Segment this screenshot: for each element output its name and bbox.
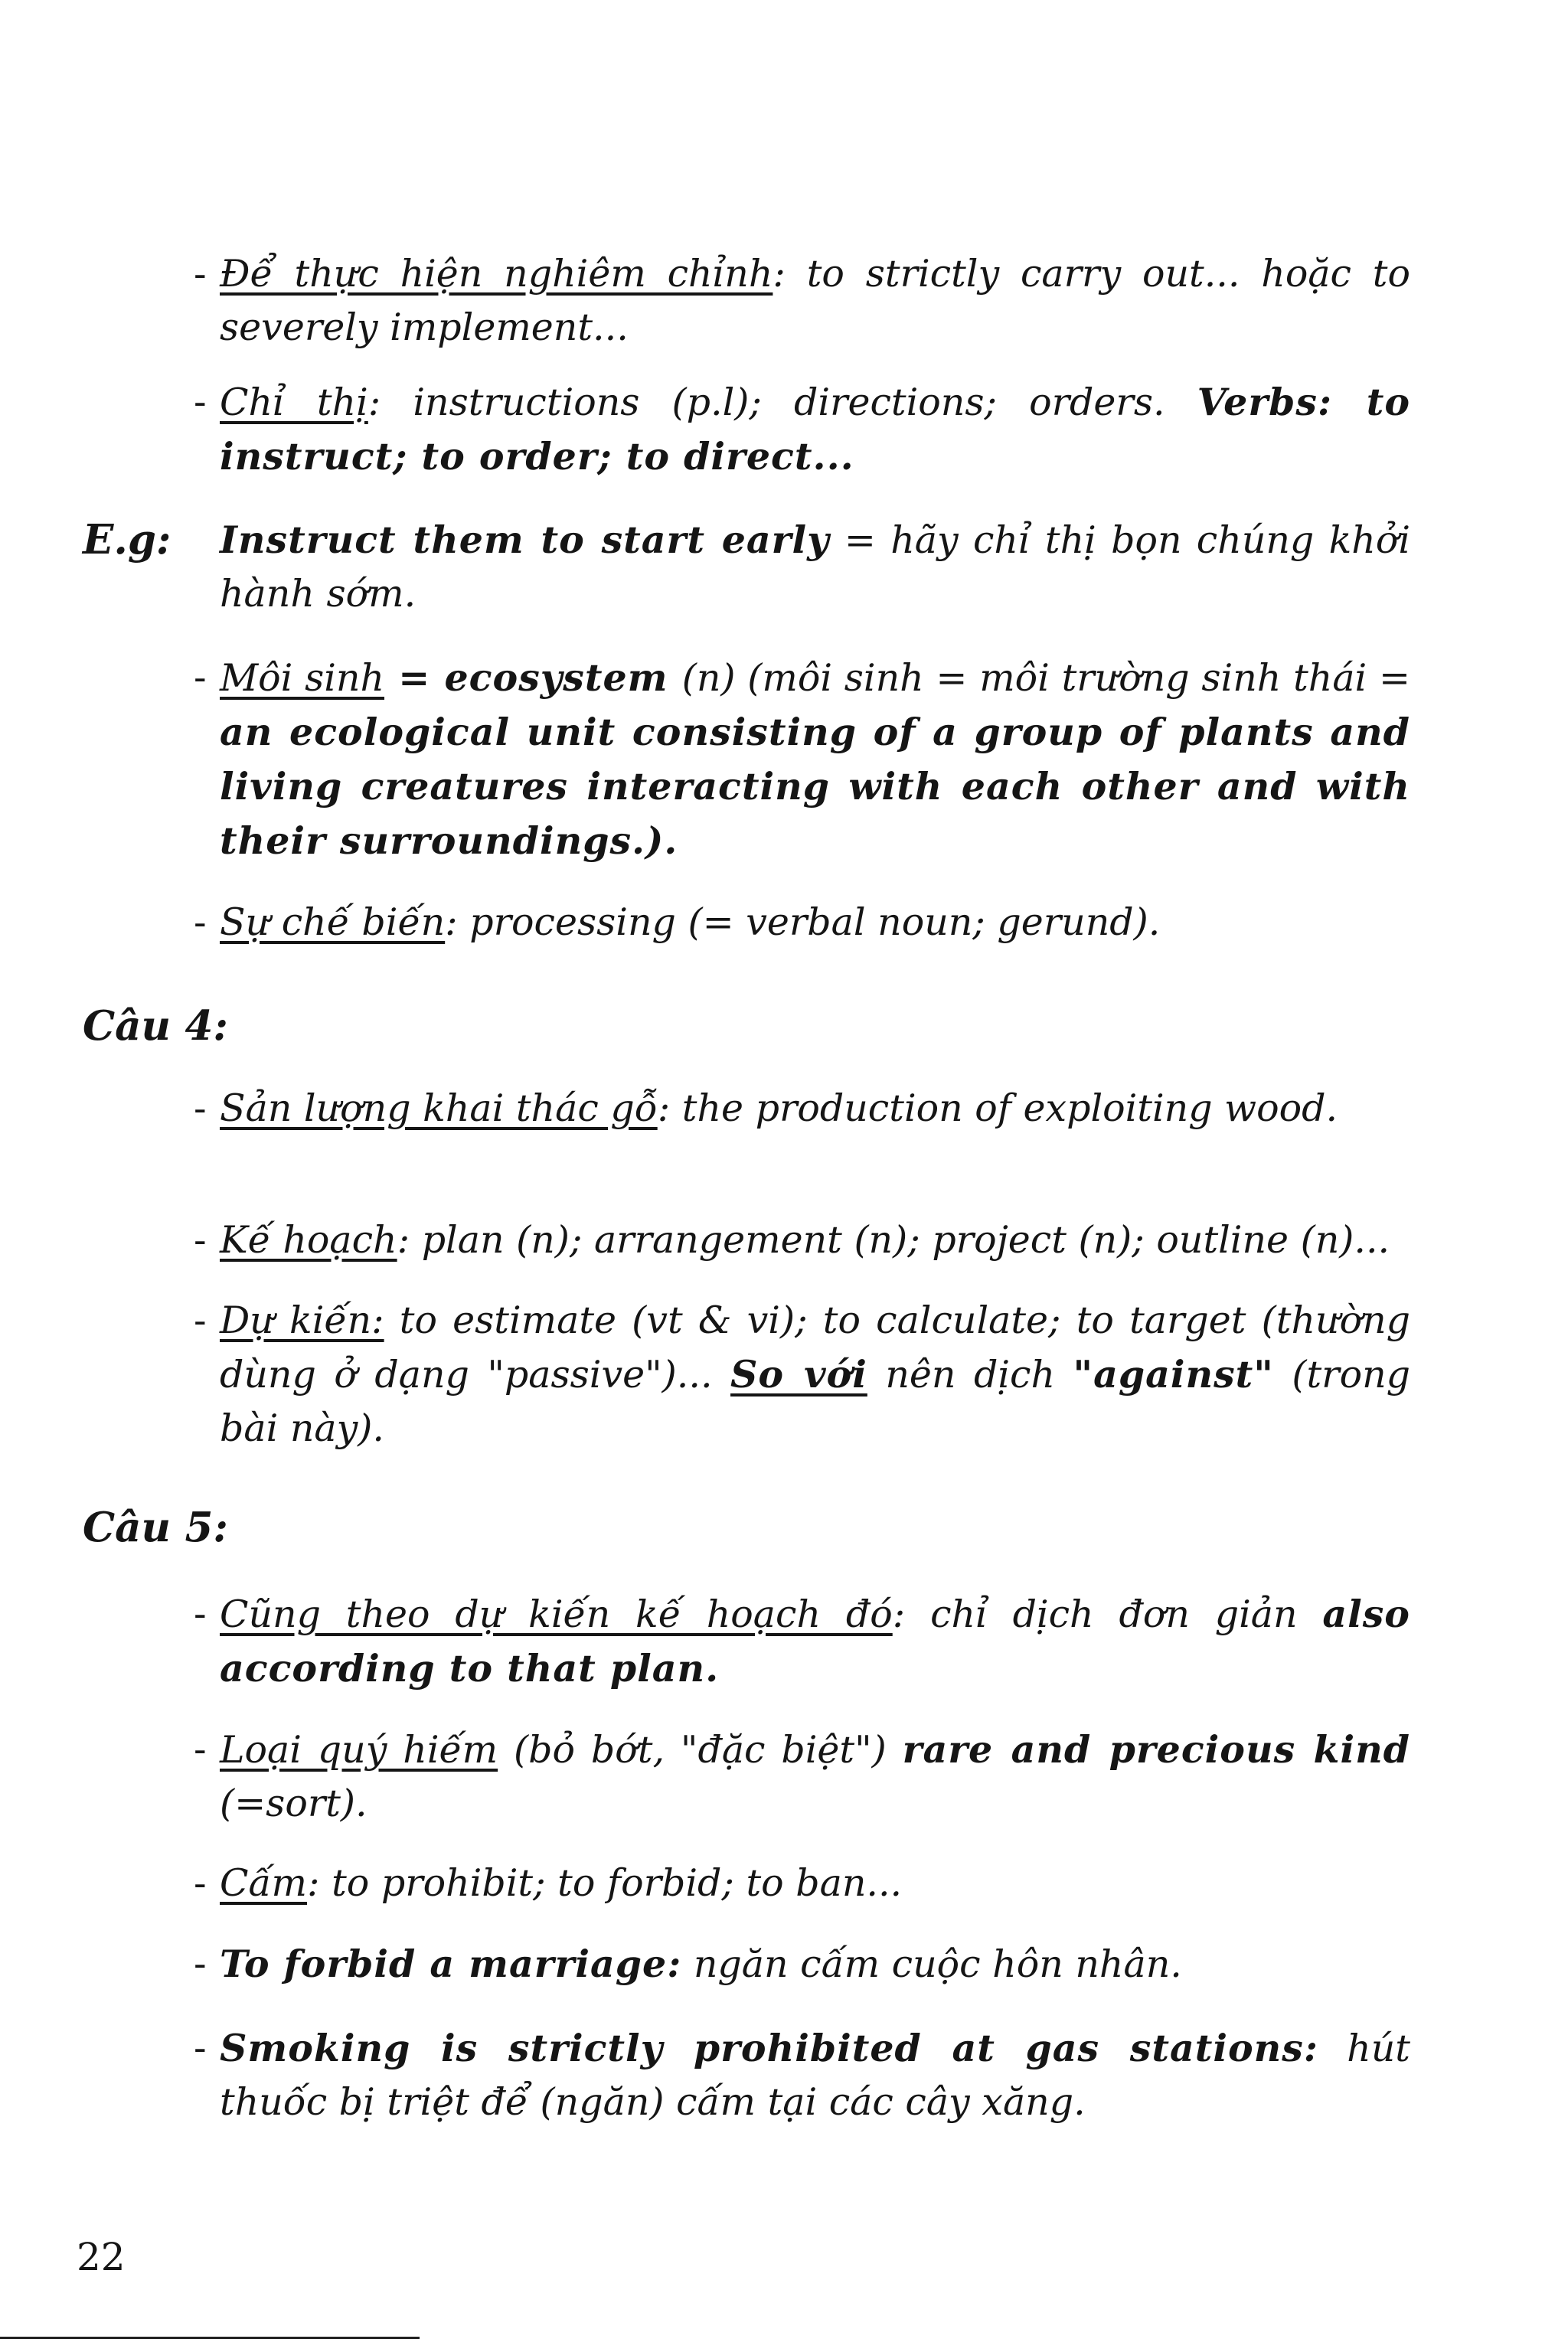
- definition: : to strictly carry out... hoặc to severely implement...: [220, 252, 1410, 349]
- definition-2: nên dịch: [867, 1353, 1073, 1396]
- section-heading-cau-5: Câu 5:: [83, 1504, 228, 1551]
- entry-cung-theo: [194, 1587, 1410, 1696]
- term: Loại quý hiếm: [220, 1728, 498, 1772]
- eg-label: E.g:: [83, 516, 172, 564]
- definition-3: (trong bài này).: [220, 1353, 1410, 1450]
- page-number: 22: [77, 2235, 126, 2279]
- definition: (bỏ bớt, "đặc biệt"): [498, 1728, 903, 1772]
- bullet-dash: -: [194, 1942, 207, 1985]
- definition: : the production of exploiting wood.: [657, 1086, 1338, 1130]
- term: Kế hoạch: [220, 1218, 397, 1262]
- definition: to estimate (vt & vi); to calculate; to target (thường dùng ở dạng "passive")...: [220, 1298, 1410, 1396]
- example-bold: Instruct them to start early: [220, 518, 830, 562]
- bullet-dash: -: [194, 1298, 207, 1342]
- entry-chi-thi: [194, 375, 1411, 484]
- bullet-dash: -: [194, 655, 207, 699]
- entry-smoking: [194, 2021, 1410, 2129]
- entry-de-thuc-hien: [194, 247, 1410, 354]
- entry-moi-sinh: [194, 651, 1411, 868]
- entry-san-luong: [194, 1082, 1410, 1135]
- definition: : instructions (p.l); directions; orders.: [368, 381, 1197, 424]
- entry-forbid-marriage: [194, 1937, 1410, 1991]
- definition-bold: = ecosystem: [384, 655, 682, 700]
- definition: (n) (môi sinh = môi trường sinh thái =: [681, 656, 1411, 700]
- example-bold: Smoking is strictly prohibited at gas stations:: [220, 2026, 1318, 2070]
- term: Cũng theo dự kiến kế hoạch đó: [220, 1592, 893, 1636]
- term: Dự kiến:: [220, 1298, 384, 1342]
- definition-bold: rare and precious kind: [902, 1727, 1411, 1772]
- term: Chỉ thị: [220, 381, 368, 424]
- definition-bold: also according to that plan.: [220, 1592, 1410, 1690]
- example-bold: To forbid a marriage:: [220, 1942, 682, 1986]
- definition: : plan (n); arrangement (n); project (n); outline (n)...: [397, 1218, 1390, 1262]
- term: Cấm: [220, 1861, 307, 1905]
- term-2: So với: [730, 1352, 867, 1396]
- term: Môi sinh: [220, 656, 385, 700]
- definition-bold-2: an ecological unit consisting of a group of plants and living creatures interacting with each other and with their surroundings.).: [220, 710, 1410, 863]
- bullet-dash: -: [194, 252, 207, 296]
- entry-ke-hoach: [194, 1214, 1410, 1267]
- definition-bold: Verbs: to instruct; to order; to direct...: [220, 380, 1411, 479]
- entry-loai-quy-hiem: [194, 1723, 1411, 1831]
- entry-su-che-bien: [194, 896, 1410, 949]
- bullet-dash: -: [194, 1861, 207, 1905]
- bullet-dash: -: [194, 2026, 207, 2069]
- term: Để thực hiện nghiêm chỉnh: [220, 252, 773, 296]
- definition-2: (=sort).: [220, 1782, 368, 1825]
- term: Sự chế biến: [220, 900, 446, 944]
- bullet-dash: -: [194, 1727, 207, 1771]
- example-translation: ngăn cấm cuộc hôn nhân.: [681, 1942, 1182, 1986]
- term: Sản lượng khai thác gỗ: [220, 1086, 658, 1130]
- bullet-dash: -: [194, 1592, 207, 1635]
- bullet-dash: -: [194, 900, 207, 944]
- bullet-dash: -: [194, 1086, 207, 1130]
- bullet-dash: -: [194, 1218, 207, 1262]
- definition: : processing (= verbal noun; gerund).: [445, 900, 1161, 944]
- section-heading-cau-4: Câu 4:: [83, 1002, 228, 1050]
- entry-example: [220, 513, 1410, 621]
- entry-cam: [194, 1857, 1410, 1910]
- definition: : to prohibit; to forbid; to ban...: [306, 1861, 903, 1905]
- example-translation: hút thuốc bị triệt để (ngăn) cấm tại các cây xăng.: [220, 2027, 1410, 2124]
- example-translation: = hãy chỉ thị bọn chúng khởi hành sớm.: [220, 518, 1410, 616]
- bullet-dash: -: [194, 380, 207, 423]
- bottom-rule: [0, 2337, 420, 2339]
- definition: : chỉ dịch đơn giản: [892, 1592, 1323, 1636]
- entry-du-kien: [194, 1294, 1410, 1455]
- definition-bold: "against": [1073, 1352, 1274, 1396]
